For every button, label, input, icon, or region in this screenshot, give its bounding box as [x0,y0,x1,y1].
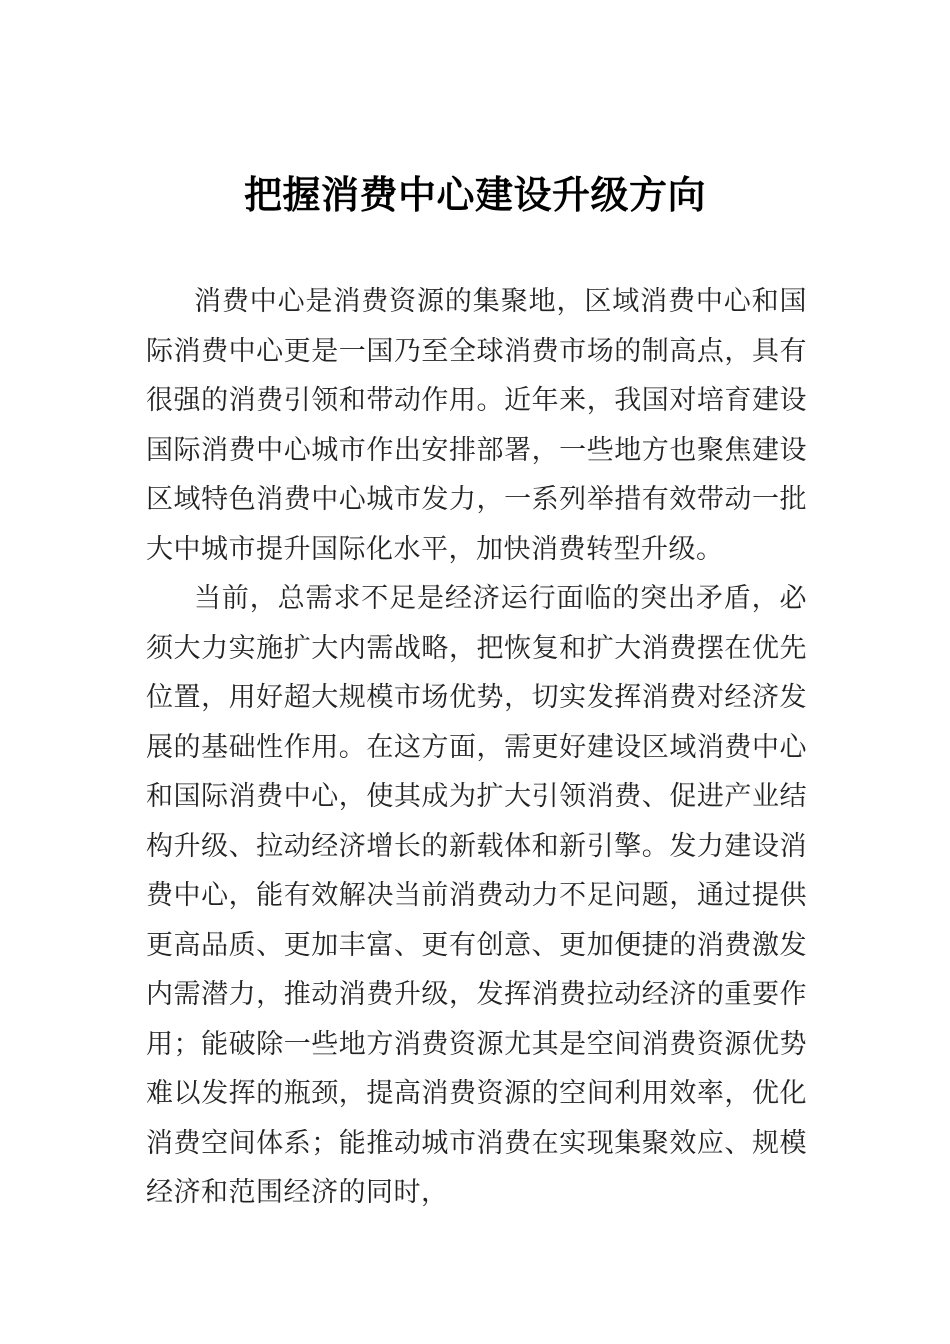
document-title: 把握消费中心建设升级方向 [243,172,706,217]
paragraph-2: 当前，总需求不足是经济运行面临的突出矛盾，必须大力实施扩大内需战略，把恢复和扩大消费摆在优先位置，用好超大规模市场优势，切实发挥消费对经济发展的基础性作用。在这方面，需更好建设区域消费中心和国际消费中心，使其成为扩大引领消费、促进产业结构升级、拉动经济增长的新载体和新引擎。发力建设消费中心，能有效解决当前消费动力不足问题，通过提供更高品质、更加丰富、更有创意、更加便捷的消费激发内需潜力，推动消费升级，发挥消费拉动经济的重要作用；能破除一些地方消费资源尤其是空间消费资源优势难以发挥的瓶颈，提高消费资源的空间利用效率，优化消费空间体系；能推动城市消费在实现集聚效应、规模经济和范围经济的同时， [146,583,807,1208]
document-body [146,277,807,1218]
paragraph-1: 消费中心是消费资源的集聚地，区域消费中心和国际消费中心更是一国乃至全球消费市场的制高点，具有很强的消费引领和带动作用。近年来，我国对培育建设国际消费中心城市作出安排部署，一些地方也聚焦建设区域特色消费中心城市发力，一系列举措有效带动一批大中城市提升国际化水平，加快消费转型升级。 [146,286,807,565]
